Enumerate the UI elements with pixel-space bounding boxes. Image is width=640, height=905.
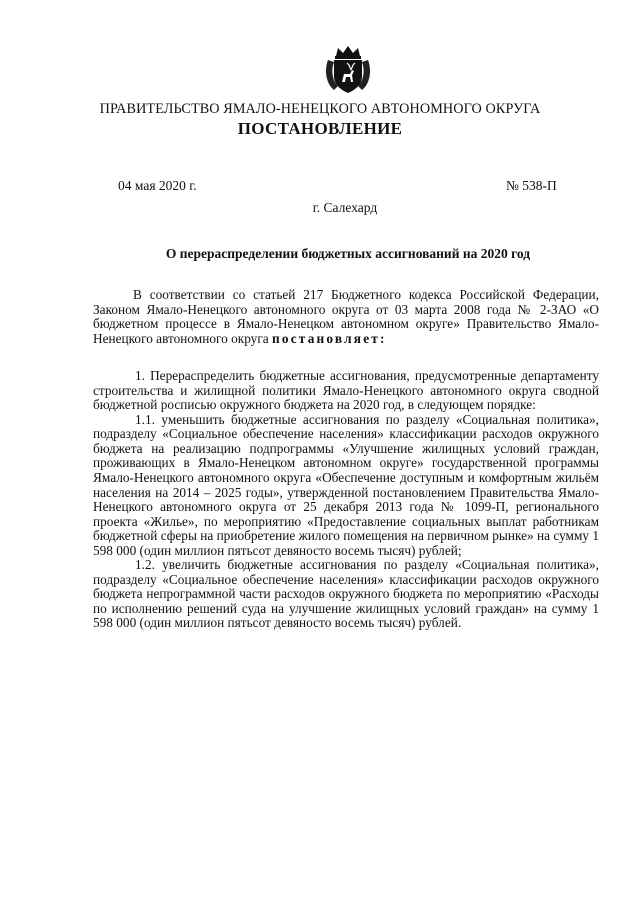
item-1-2: 1.2. увеличить бюджетные ассигнования по разделу «Социальная политика», подразделу «Социальное обеспечение населения» классификации расходов окружного бюджета непрограммной части расходов окружного бюджета по мероприятию «Расходы по исполнению решений суда на улучшение жилищных условий граждан» на сумму 1 598 000 (один миллион пятьсот девяносто восемь тысяч) рублей. [93,557,599,631]
document-date: 04 мая 2020 г. [118,178,197,193]
coat-of-arms-icon [322,44,374,94]
item-1: 1. Перераспределить бюджетные ассигнования, предусмотренные департаменту строительства и жилищной политики Ямало-Ненецкого автономного округа сводной бюджетной росписью окружного бюджета на 2020 год, в следующем порядке: [93,368,599,413]
document-number: № 538-П [506,178,557,193]
organization-name: ПРАВИТЕЛЬСТВО ЯМАЛО-НЕНЕЦКОГО АВТОНОМНОГО ОКРУГА [99,101,541,117]
document-city: г. Салехард [312,200,378,215]
document-type: ПОСТАНОВЛЕНИЕ [237,119,403,138]
item-1-1: 1.1. уменьшить бюджетные ассигнования по разделу «Социальная политика», подразделу «Социальное обеспечение населения» классификации расходов окружного бюджета на реализацию подпрограммы «Улучшение жилищных условий граждан, проживающих в Ямало-Ненецком автономном округе» государственной программы Ямало-Ненецкого автономного округа «Обеспечение доступным и комфортным жильём населения на 2014 – 2025 годы», утвержденной постановлением Правительства Ямало-Ненецкого автономного округа от 25 декабря 2013 года № 1099-П, регионального проекта «Жилье», по мероприятию «Предоставление социальных выплат работникам бюджетной сферы на приобретение жилого помещения на первичном рынке» на сумму 1 598 000 (один миллион пятьсот девяносто восемь тысяч) рублей; [93,411,599,558]
resolves-keyword: постановляет: [272,330,387,346]
preamble-text: В соответствии со статьей 217 Бюджетного кодекса Российской Федерации, Законом Ямало-Ненецкого автономного округа от 03 марта 2008 года № 2-ЗАО «О бюджетном процессе в Ямало-Ненецком автономном округе» Правительство Ямало-Ненецкого автономного округа [93,287,599,346]
document-body [93,288,599,631]
preamble-paragraph [93,288,599,346]
document-title: О перераспределении бюджетных ассигнований на 2020 год [165,246,531,261]
